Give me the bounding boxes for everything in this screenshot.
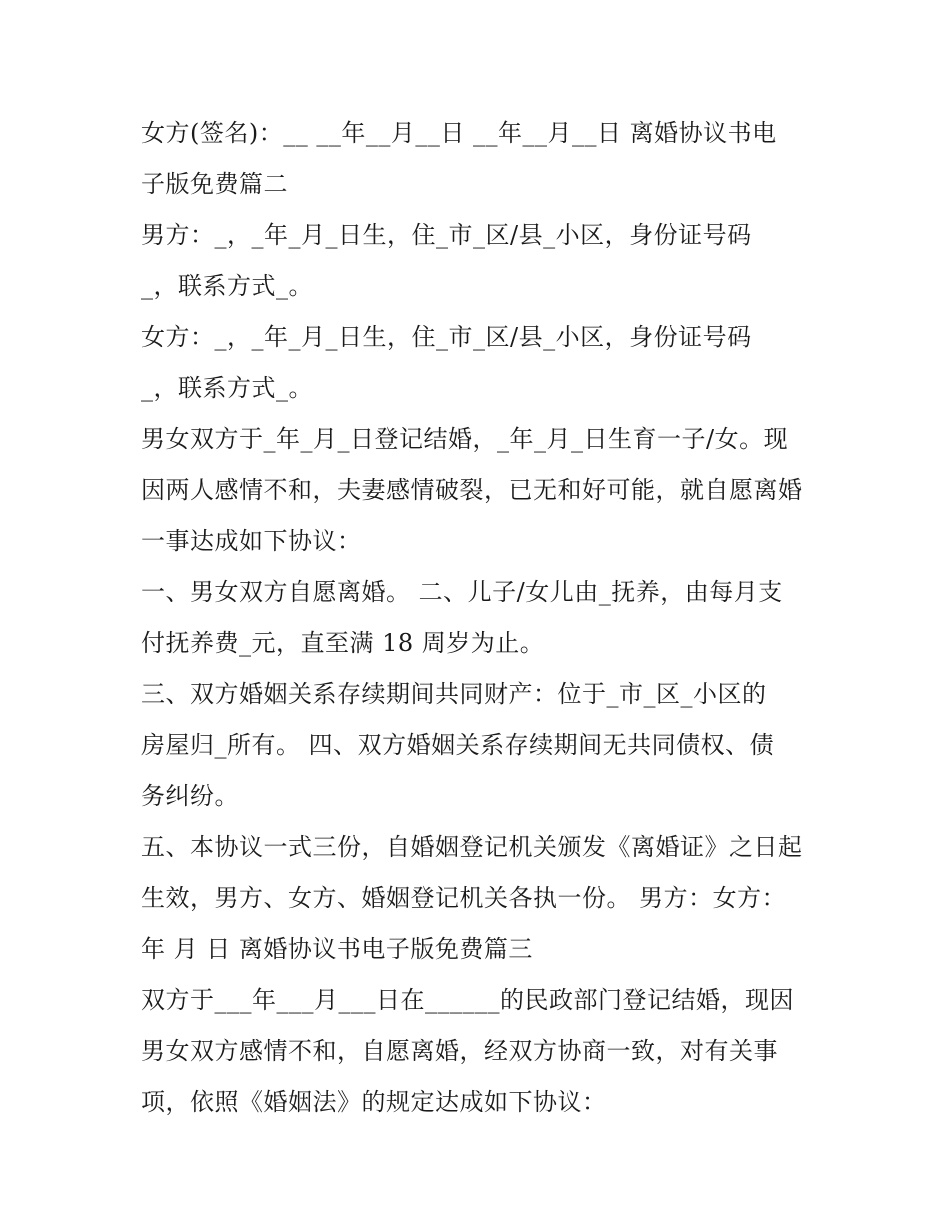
text-line: 三、双方婚姻关系存续期间共同财产：位于_市_区_小区的 bbox=[141, 680, 767, 708]
text-line: 女方(签名)：__ __年__月__日 __年__月__日 离婚协议书电 bbox=[141, 119, 777, 147]
text-line: 一事达成如下协议： bbox=[141, 527, 362, 555]
text-line: 因两人感情不和，夫妻感情破裂，已无和好可能，就自愿离婚 bbox=[141, 476, 803, 504]
text-line: 项，依照《婚姻法》的规定达成如下协议： bbox=[141, 1088, 607, 1116]
text-line: 男女双方于_年_月_日登记结婚，_年_月_日生育一子/女。现 bbox=[141, 425, 789, 453]
text-line: 年 月 日 离婚协议书电子版免费篇三 bbox=[141, 935, 533, 963]
text-line: 房屋归_所有。 四、双方婚姻关系存续期间无共同债权、债 bbox=[141, 731, 775, 759]
text-line: 生效，男方、女方、婚姻登记机关各执一份。 男方：女方： bbox=[141, 884, 787, 912]
text-line: 双方于___年___月___日在______的民政部门登记结婚，现因 bbox=[141, 986, 794, 1014]
document-body bbox=[141, 108, 821, 1128]
text-line: 男方：_，_年_月_日生，住_市_区/县_小区，身份证号码 bbox=[141, 221, 752, 249]
text-line: 务纠纷。 bbox=[141, 782, 239, 810]
text-line: _，联系方式_。 bbox=[141, 374, 313, 402]
text-line: _，联系方式_。 bbox=[141, 272, 313, 300]
text-line: 男女双方感情不和，自愿离婚，经双方协商一致，对有关事 bbox=[141, 1037, 778, 1065]
text-line: 五、本协议一式三份，自婚姻登记机关颁发《离婚证》之日起 bbox=[141, 833, 803, 861]
text-line: 付抚养费_元，直至满 18 周岁为止。 bbox=[141, 629, 545, 657]
text-line: 一、男女双方自愿离婚。 二、儿子/女儿由_抚养，由每月支 bbox=[141, 578, 783, 606]
text-line: 女方：_，_年_月_日生，住_市_区/县_小区，身份证号码 bbox=[141, 323, 752, 351]
text-line: 子版免费篇二 bbox=[141, 170, 288, 198]
